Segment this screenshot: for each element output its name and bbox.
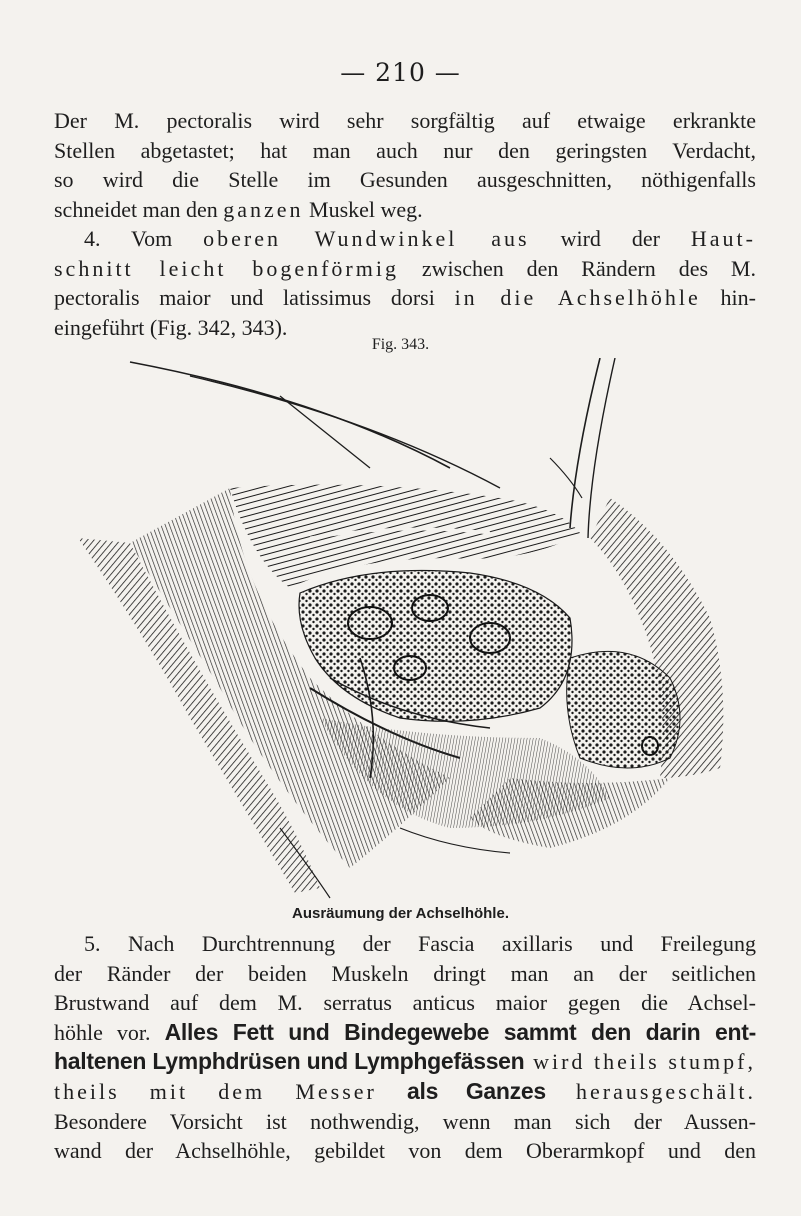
text-line: Der M. pectoralis wird sehr sorgfältig auf etwaige erkrankte bbox=[54, 108, 756, 133]
text-line: schnitt leicht bogenförmig zwischen den Rändern des M. bbox=[54, 255, 756, 281]
text-line: 4. Vom oberen Wundwinkel aus wird der Haut- bbox=[84, 226, 756, 251]
page-number: — 210 — bbox=[340, 58, 461, 87]
text-line: wand der Achselhöhle, gebildet von dem Oberarmkopf und den bbox=[54, 1138, 756, 1164]
text-line: eingeführt (Fig. 342, 343). bbox=[54, 314, 288, 340]
paragraph-step-4 bbox=[54, 224, 756, 342]
text-line bbox=[54, 1047, 756, 1077]
figure-caption: Ausräumung der Achselhöhle. bbox=[292, 905, 509, 922]
text-line bbox=[54, 1077, 756, 1107]
emphasis-spaced: herausgeschält. bbox=[545, 1078, 756, 1104]
emphasis-bold: als Ganzes bbox=[407, 1077, 546, 1104]
paragraph-step-5 bbox=[54, 929, 756, 1166]
emphasis-spaced: theils mit dem Messer bbox=[54, 1078, 408, 1104]
text-line: der Ränder der beiden Muskeln dringt man an der seitlichen bbox=[54, 960, 756, 986]
emphasis-spaced: Haut- bbox=[690, 226, 756, 251]
emphasis-bold: Alles Fett und Bindegewebe sammt den darin ent- bbox=[164, 1018, 756, 1045]
text-line: so wird die Stelle im Gesunden ausgeschnitten, nöthigenfalls bbox=[54, 167, 756, 193]
figure-label: Fig. 343. bbox=[371, 336, 430, 353]
text-line: Brustwand auf dem M. serratus anticus maior gegen die Achsel- bbox=[54, 990, 756, 1016]
text-line: 5. Nach Durchtrennung der Fascia axillaris und Freilegung bbox=[84, 931, 756, 956]
text-line: höhle vor. Alles Fett und Bindegewebe sammt den darin ent- bbox=[54, 1018, 756, 1045]
emphasis-spaced: ganzen bbox=[223, 196, 304, 222]
emphasis-bold: haltenen Lymphdrüsen und Lymphgefässen bbox=[54, 1048, 525, 1075]
emphasis-spaced: wird theils stumpf, bbox=[524, 1049, 756, 1075]
paragraph-pectoralis bbox=[54, 106, 756, 224]
axilla-dissection-illustration bbox=[70, 358, 742, 900]
emphasis-spaced: oberen Wundwinkel aus bbox=[203, 226, 530, 251]
emphasis-spaced: schnitt leicht bogenförmig bbox=[54, 255, 399, 281]
text-line: Stellen abgetastet; hat man auch nur den geringsten Verdacht, bbox=[54, 137, 756, 163]
text-line: pectoralis maior und latissimus dorsi in die Achselhöhle hin- bbox=[54, 285, 756, 311]
emphasis-spaced: in die Achselhöhle bbox=[454, 285, 701, 311]
text-line: schneidet man den ganzen Muskel weg. bbox=[54, 196, 423, 222]
text-line: Besondere Vorsicht ist nothwendig, wenn man sich der Aussen- bbox=[54, 1108, 756, 1134]
